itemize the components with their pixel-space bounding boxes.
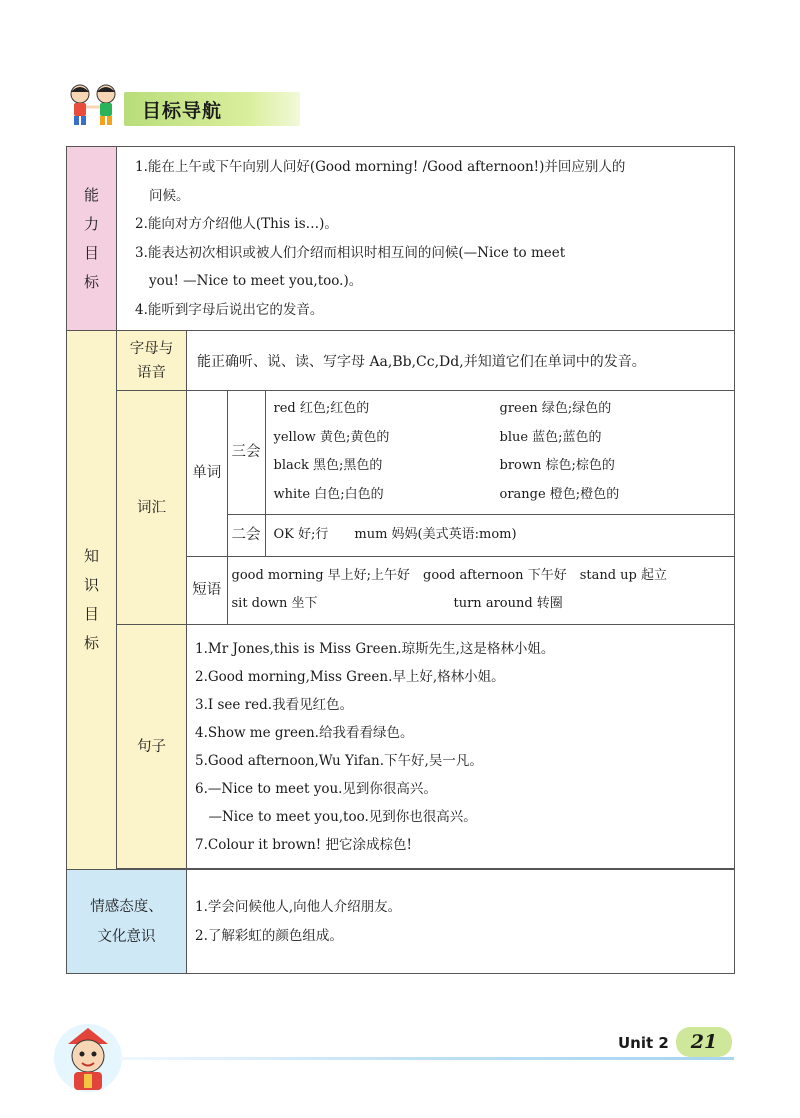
emotion-label bbox=[67, 870, 187, 974]
sentence-1: 1.Mr Jones,this is Miss Green.琼斯先生,这是格林小姐。 bbox=[195, 640, 555, 657]
words-label: 单词 bbox=[187, 391, 227, 556]
letters-label-line-1: 字母与 bbox=[129, 340, 174, 357]
phrases bbox=[227, 556, 734, 624]
sentence-5: 5.Good afternoon,Wu Yifan.下午好,吴一凡。 bbox=[195, 752, 483, 769]
level3-label: 三会 bbox=[227, 391, 265, 514]
sentence-2: 2.Good morning,Miss Green.早上好,格林小姐。 bbox=[195, 668, 505, 685]
emotion-label-line-1: 情感态度、 bbox=[90, 898, 163, 915]
phrase-sit-down: sit down 坐下 bbox=[231, 596, 318, 612]
ability-goals bbox=[117, 147, 735, 331]
page-number: 21 bbox=[676, 1027, 732, 1057]
word-green: green 绿色;绿色的 bbox=[499, 401, 612, 417]
ability-line-5: you! —Nice to meet you,too.)。 bbox=[149, 273, 363, 289]
objectives-table bbox=[66, 146, 735, 974]
word-yellow: yellow 黄色;黄色的 bbox=[273, 429, 390, 445]
mascot-illustration bbox=[48, 1018, 128, 1096]
word-brown: brown 棕色;棕色的 bbox=[499, 458, 615, 474]
emotion-label-line-2: 文化意识 bbox=[97, 928, 156, 945]
sentence-6: 6.—Nice to meet you.见到你很高兴。 bbox=[195, 780, 437, 797]
knowledge-label-cell bbox=[67, 331, 117, 870]
letters-label bbox=[117, 331, 187, 391]
sentence-4: 4.Show me green.给我看看绿色。 bbox=[195, 724, 414, 741]
phrases-line-1: good morning 早上好;上午好 good afternoon 下午好 stand up 起立 bbox=[231, 567, 667, 583]
vocab-cell bbox=[187, 391, 735, 625]
letters-text: 能正确听、说、读、写字母 Aa,Bb,Cc,Dd,并知道它们在单词中的发音。 bbox=[187, 331, 735, 391]
section-header bbox=[64, 82, 244, 128]
children-illustration bbox=[64, 82, 126, 128]
ability-line-6: 4.能听到字母后说出它的发音。 bbox=[135, 301, 324, 318]
unit-label: Unit 2 bbox=[618, 1034, 669, 1052]
sentence-6b: —Nice to meet you,too.见到你也很高兴。 bbox=[195, 808, 477, 825]
word-white: white 白色;白色的 bbox=[273, 486, 384, 502]
vocab-table bbox=[187, 391, 734, 624]
ability-label-cell bbox=[67, 147, 117, 331]
ability-line-3: 2.能向对方介绍他人(This is…)。 bbox=[135, 216, 338, 232]
sentence-7: 7.Colour it brown! 把它涂成棕色! bbox=[195, 836, 412, 853]
knowledge-label: 知识目标 bbox=[83, 547, 99, 652]
level2-label: 二会 bbox=[227, 514, 265, 556]
ability-label: 能力目标 bbox=[83, 185, 99, 291]
letters-label-line-2: 语音 bbox=[137, 364, 166, 381]
ability-line-1: 1.能在上午或下午向别人问好(Good morning! /Good afternoon!)并回应别人的 bbox=[135, 159, 626, 175]
word-orange: orange 橙色;橙色的 bbox=[499, 486, 620, 502]
word-black: black 黑色;黑色的 bbox=[273, 458, 383, 474]
level2-words: OK 好;行 mum 妈妈(美式英语:mom) bbox=[265, 514, 734, 556]
sentences-label: 句子 bbox=[117, 625, 187, 869]
word-blue: blue 蓝色;蓝色的 bbox=[499, 429, 602, 445]
ability-line-2: 问候。 bbox=[149, 187, 190, 204]
emotion-line-1: 1.学会问候他人,向他人介绍朋友。 bbox=[195, 899, 402, 915]
sentence-3: 3.I see red.我看见红色。 bbox=[195, 696, 354, 713]
footer-line bbox=[120, 1057, 734, 1060]
section-title: 目标导航 bbox=[142, 100, 223, 122]
level3-words bbox=[265, 391, 734, 514]
vocab-label: 词汇 bbox=[117, 391, 187, 625]
phrases-label: 短语 bbox=[187, 556, 227, 624]
sentences bbox=[187, 625, 735, 869]
word-red: red 红色;红色的 bbox=[273, 401, 370, 417]
emotion-goals bbox=[187, 870, 735, 974]
ability-line-4: 3.能表达初次相识或被人们介绍而相识时相互间的问候(—Nice to meet bbox=[135, 244, 566, 261]
emotion-line-2: 2.了解彩虹的颜色组成。 bbox=[195, 927, 343, 944]
phrase-turn-around: turn around 转圈 bbox=[453, 596, 563, 612]
